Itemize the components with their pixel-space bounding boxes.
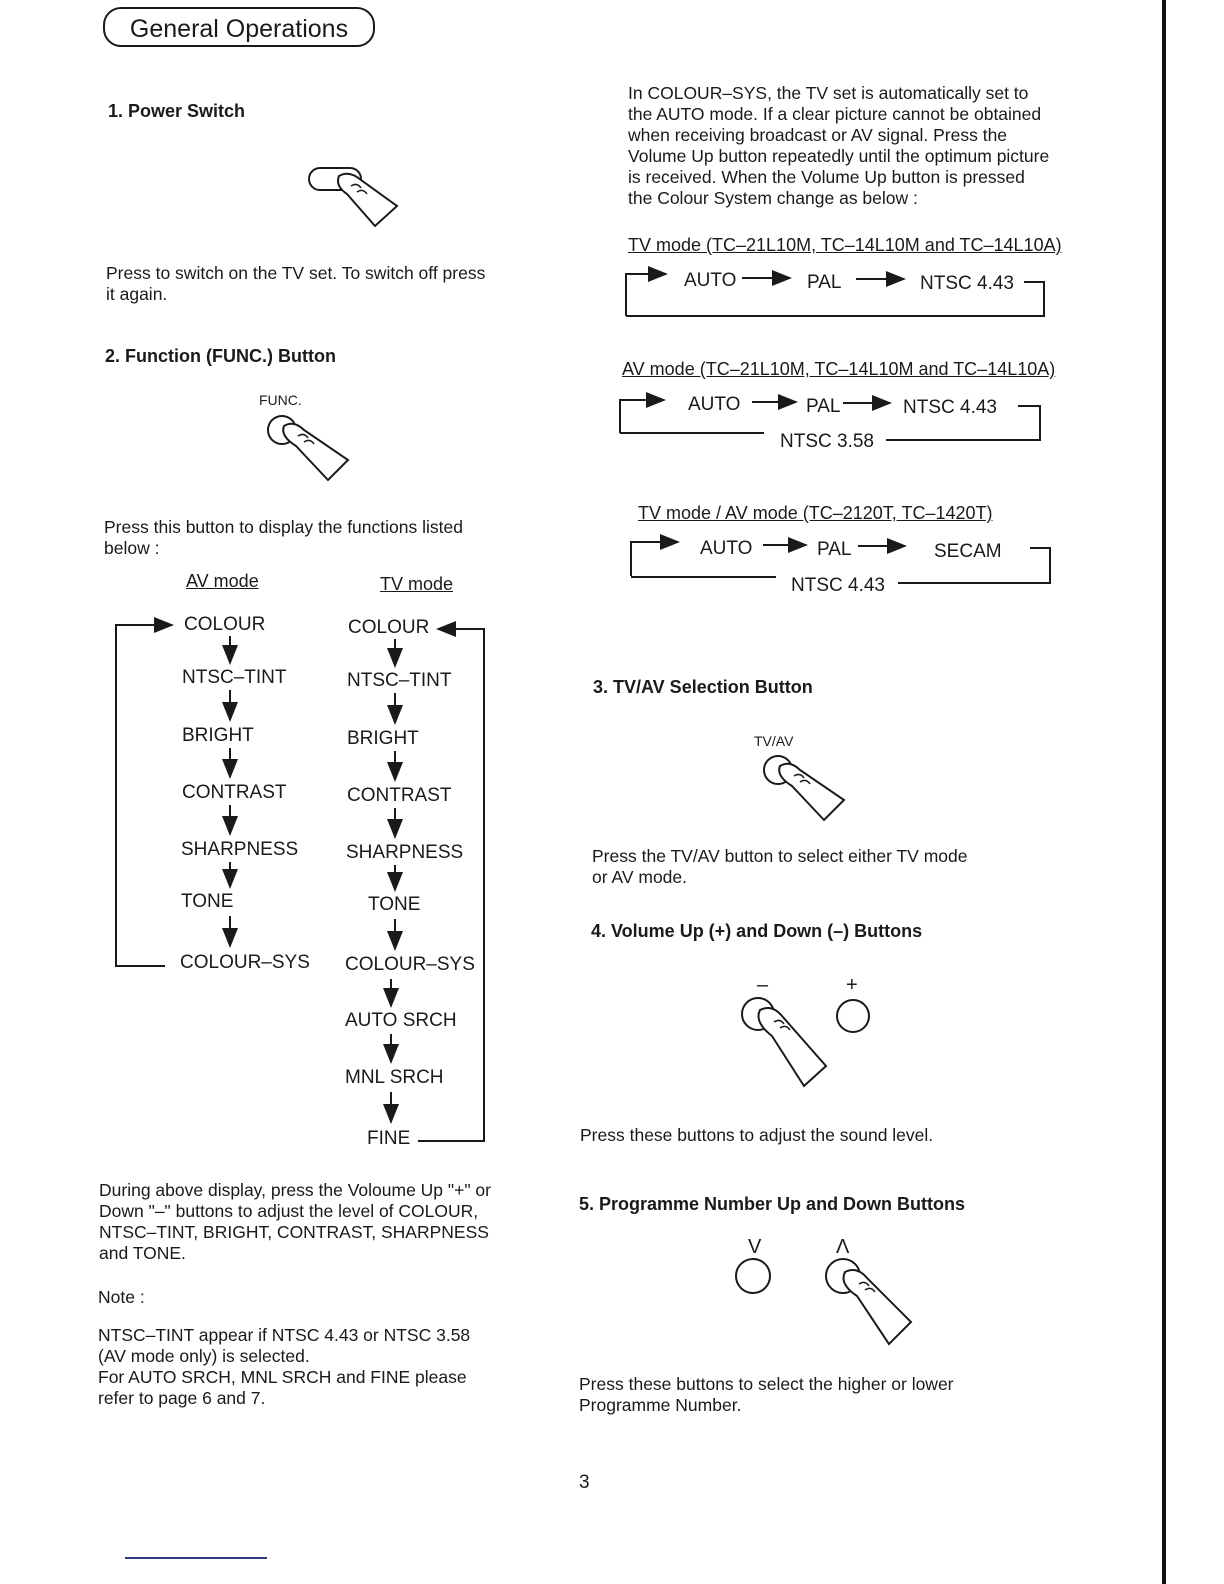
tvav-description: Press the TV/AV button to select either TV mode or AV mode. <box>592 846 968 887</box>
programme-up-label: Λ <box>836 1236 850 1258</box>
diagram2-item: PAL <box>806 396 841 417</box>
av-menu-item: BRIGHT <box>182 725 254 746</box>
av-menu-item: COLOUR–SYS <box>180 952 310 973</box>
page-number: 3 <box>579 1472 590 1493</box>
footer-line <box>125 1557 267 1559</box>
during-display-text: During above display, press the Voloume Up "+" or Down "–" buttons to adjust the level of COLOUR, NTSC–TINT, BRIGHT, CONTRAST, SHARPNESS and TONE. <box>99 1180 491 1263</box>
programme-description: Press these buttons to select the higher or lower Programme Number. <box>579 1374 954 1415</box>
av-menu-item: CONTRAST <box>182 782 287 803</box>
diagram3-label: TV mode / AV mode (TC–2120T, TC–1420T) <box>638 503 993 523</box>
volume-down-label: – <box>757 974 769 996</box>
tv-menu-item: FINE <box>367 1128 411 1149</box>
note-label: Note : <box>98 1287 145 1307</box>
tv-menu-item: NTSC–TINT <box>347 670 452 691</box>
diagram1-item: NTSC 4.43 <box>920 273 1014 294</box>
programme-buttons-hand-icon <box>733 1256 923 1346</box>
diagram1-label: TV mode (TC–21L10M, TC–14L10M and TC–14L10A) <box>628 235 1062 255</box>
tvav-button-label: TV/AV <box>754 733 794 749</box>
diagram2-label: AV mode (TC–21L10M, TC–14L10M and TC–14L10A) <box>622 359 1056 379</box>
av-menu-item: COLOUR <box>184 614 266 635</box>
tvav-button-hand-icon <box>762 752 852 822</box>
page-edge-border <box>1162 0 1166 1584</box>
tv-menu-item: MNL SRCH <box>345 1067 444 1088</box>
tv-menu-item: COLOUR–SYS <box>345 954 475 975</box>
func-button-heading: 2. Function (FUNC.) Button <box>105 346 336 366</box>
func-button-description: Press this button to display the functions listed below : <box>104 517 463 558</box>
av-menu-item: NTSC–TINT <box>182 667 287 688</box>
power-switch-description: Press to switch on the TV set. To switch off press it again. <box>106 263 486 304</box>
diagram1-item: AUTO <box>684 270 737 291</box>
diagram2-item: AUTO <box>688 394 741 415</box>
programme-heading: 5. Programme Number Up and Down Buttons <box>579 1194 966 1214</box>
diagram3-item: AUTO <box>700 538 753 559</box>
volume-heading: 4. Volume Up (+) and Down (–) Buttons <box>591 921 923 941</box>
tvav-heading: 3. TV/AV Selection Button <box>593 677 813 697</box>
colour-sys-intro: In COLOUR–SYS, the TV set is automatically set to the AUTO mode. If a clear picture cannot be obtained when receiving broadcast or AV signal. Press the Volume Up button repeatedly until the optimum picture is received. When the Volume Up button is pressed the Colour System change as below : <box>628 83 1050 208</box>
tv-menu-item: BRIGHT <box>347 728 419 749</box>
av-menu-item: TONE <box>181 891 234 912</box>
programme-down-label: V <box>748 1236 762 1258</box>
volume-description: Press these buttons to adjust the sound level. <box>580 1125 934 1145</box>
tv-menu-item: TONE <box>368 894 421 915</box>
diagram1-item: PAL <box>807 272 842 293</box>
tv-mode-label: TV mode <box>380 574 454 594</box>
diagram3-bottom-item: NTSC 4.43 <box>791 575 885 596</box>
av-menu-item: SHARPNESS <box>181 839 299 860</box>
tv-menu-item: CONTRAST <box>347 785 452 806</box>
func-button-label: FUNC. <box>259 392 302 408</box>
diagram2-item: NTSC 4.43 <box>903 397 997 418</box>
diagram3-item: PAL <box>817 539 852 560</box>
av-mode-label: AV mode <box>186 571 259 591</box>
diagram3-item: SECAM <box>934 541 1002 562</box>
page-title: General Operations <box>103 7 375 47</box>
tv-menu-item: SHARPNESS <box>346 842 464 863</box>
power-switch-heading: 1. Power Switch <box>108 101 246 121</box>
tv-menu-item: COLOUR <box>348 617 430 638</box>
volume-up-label: + <box>846 974 858 996</box>
tv-menu-item: AUTO SRCH <box>345 1010 457 1031</box>
note-text: NTSC–TINT appear if NTSC 4.43 or NTSC 3.58 (AV mode only) is selected. For AUTO SRCH, MNL SRCH and FINE please refer to page 6 and 7. <box>98 1325 471 1408</box>
diagram2-bottom-item: NTSC 3.58 <box>780 431 874 452</box>
volume-buttons-hand-icon <box>738 994 878 1089</box>
